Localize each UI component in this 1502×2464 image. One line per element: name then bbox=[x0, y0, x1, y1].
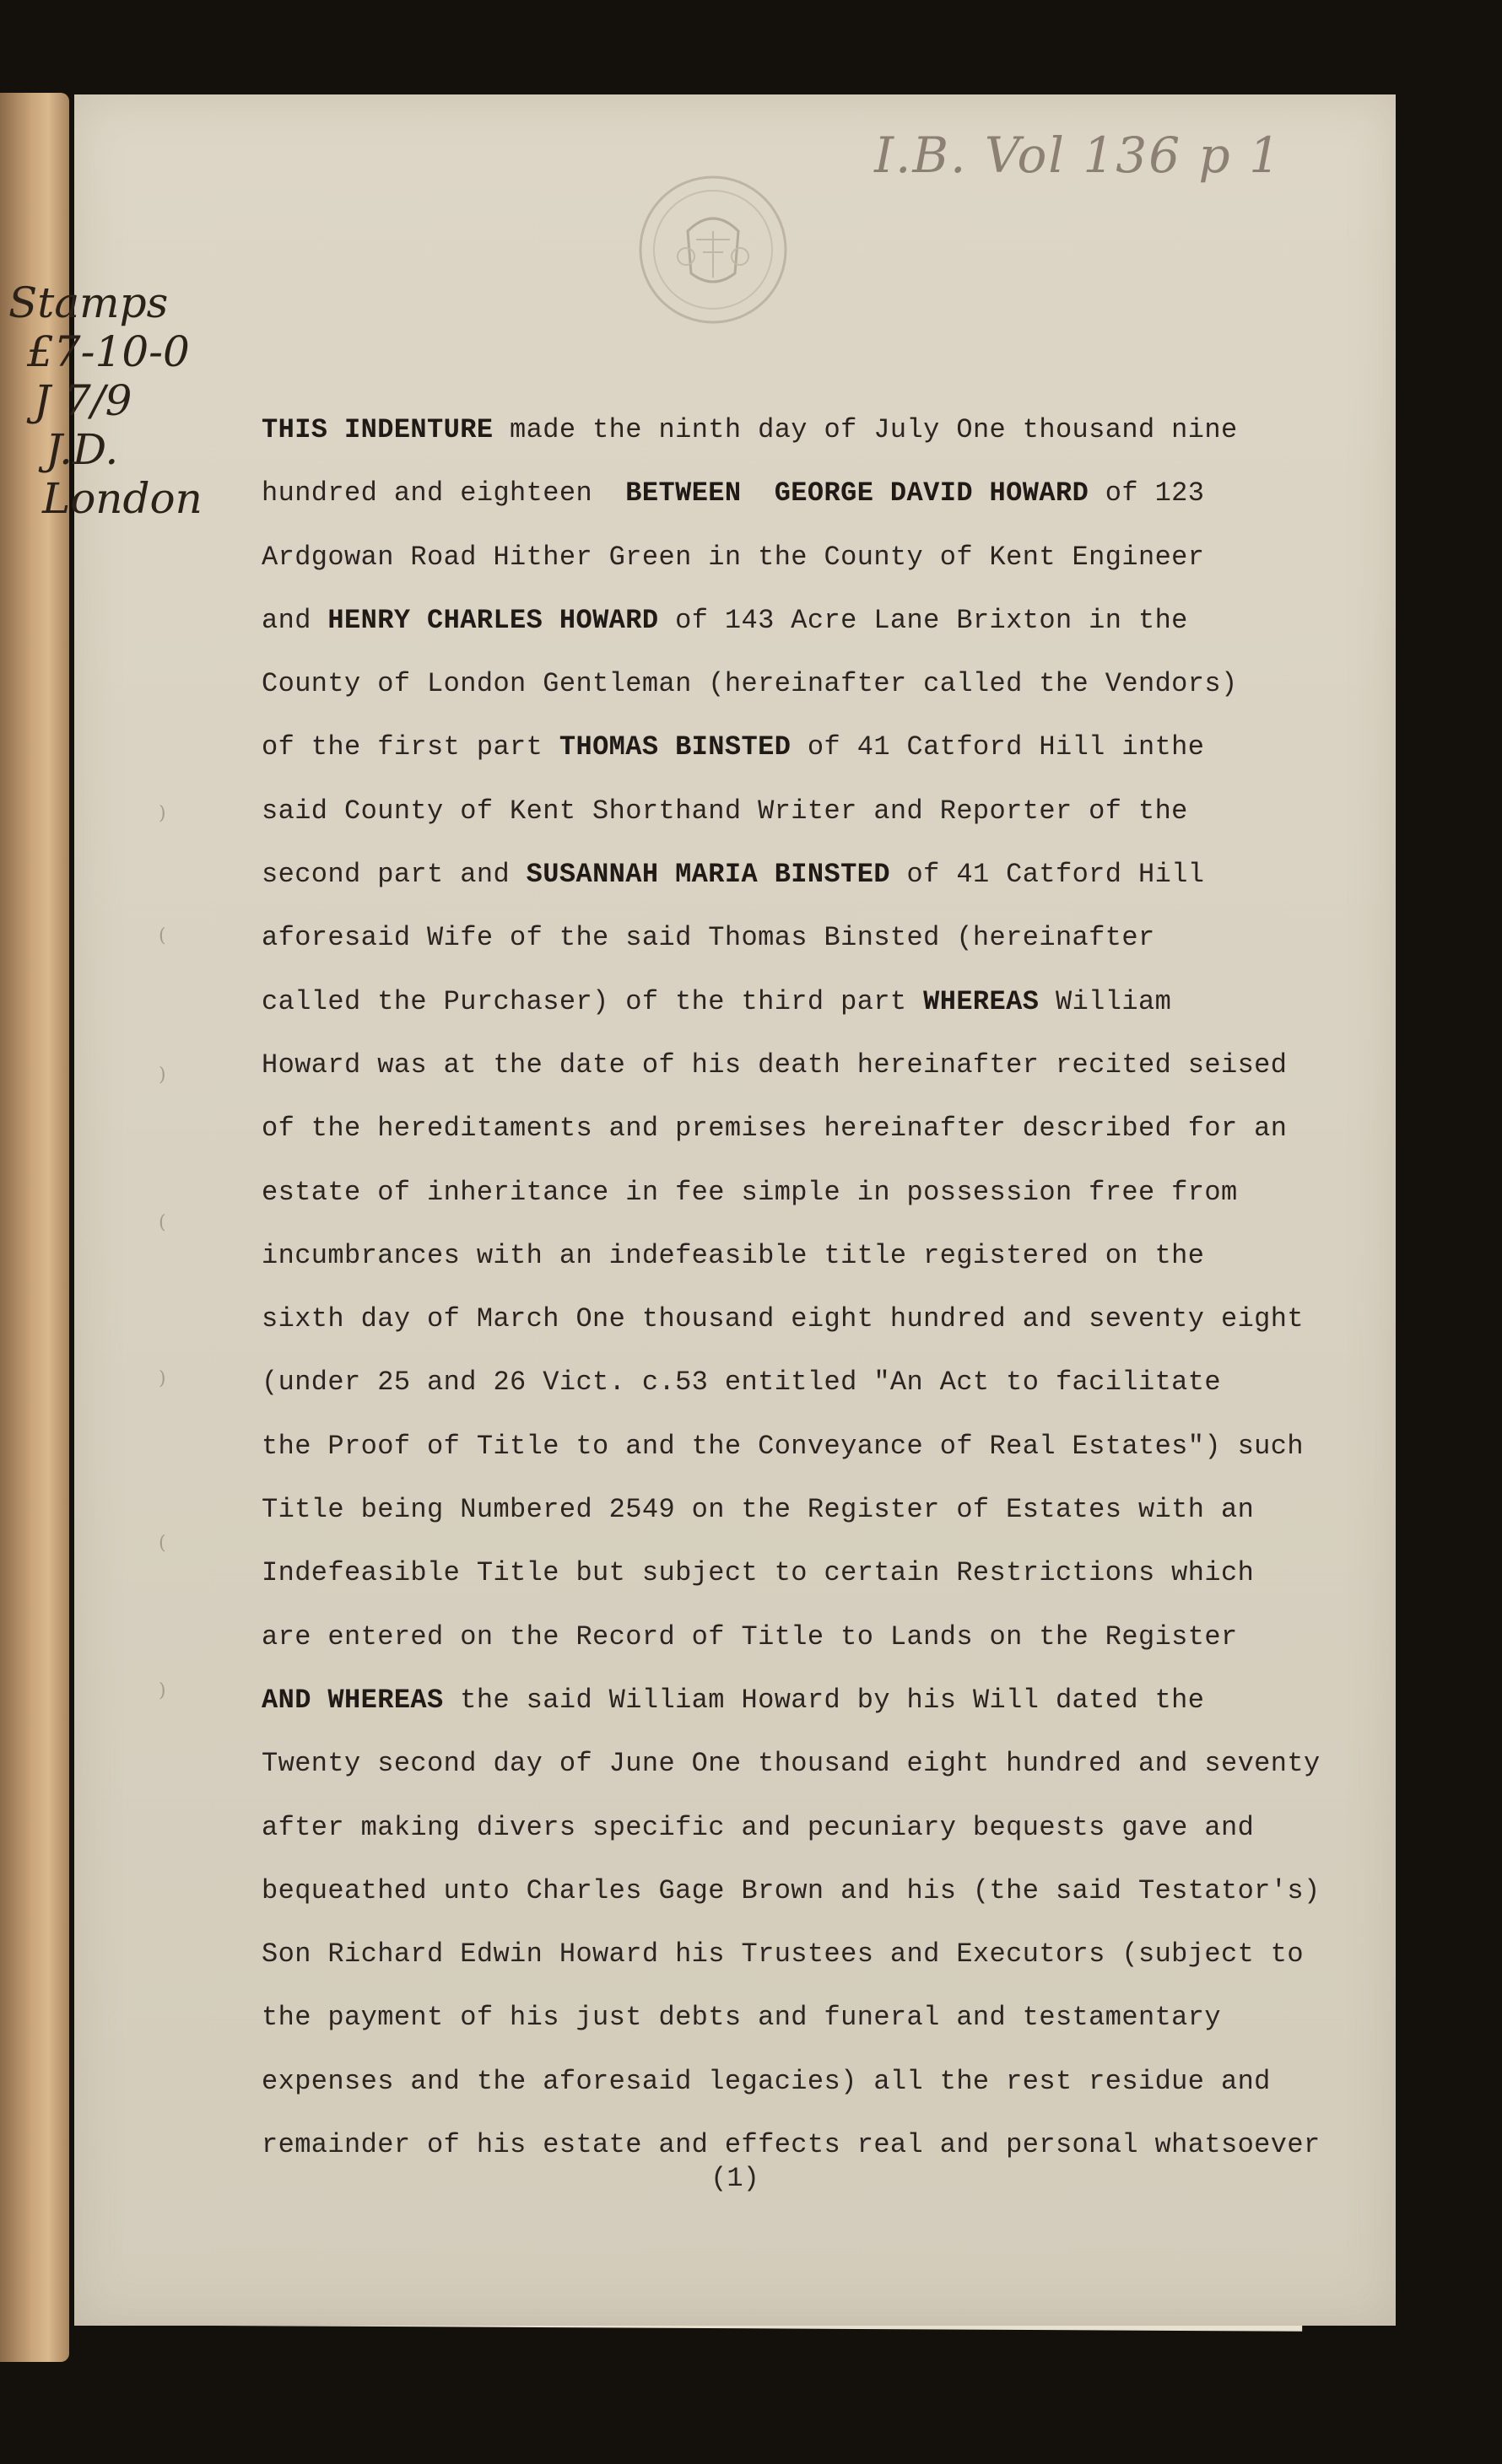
text-segment: the said William Howard by his Will dated the bbox=[443, 1684, 1205, 1716]
text-segment: Title being Numbered 2549 on the Register of Estates with an bbox=[262, 1494, 1255, 1526]
text-line bbox=[262, 1415, 1392, 1478]
text-line bbox=[262, 1669, 1392, 1732]
text-segment: Twenty second day of June One thousand eight hundred and seventy bbox=[262, 1748, 1321, 1780]
text-line bbox=[262, 1796, 1392, 1859]
text-line bbox=[262, 1224, 1392, 1287]
text-segment: called the Purchaser) of the third part bbox=[262, 985, 924, 1017]
bold-text-segment: BETWEEN GEORGE DAVID HOWARD bbox=[625, 477, 1089, 510]
indenture-body-text bbox=[262, 398, 1392, 2176]
text-segment: are entered on the Record of Title to Lands on the Register bbox=[262, 1620, 1238, 1653]
text-segment: second part and bbox=[262, 859, 527, 891]
text-line bbox=[262, 1986, 1392, 2049]
text-line bbox=[262, 1732, 1392, 1795]
text-segment: estate of inheritance in fee simple in possession free from bbox=[262, 1176, 1238, 1208]
text-line bbox=[262, 1541, 1392, 1604]
text-segment: of 41 Catford Hill inthe bbox=[791, 731, 1205, 763]
text-segment: aforesaid Wife of the said Thomas Binsted (hereinafter bbox=[262, 922, 1155, 954]
text-segment: sixth day of March One thousand eight hundred and seventy eight bbox=[262, 1303, 1304, 1335]
margin-stamp-date: J 7/9 bbox=[34, 376, 132, 425]
text-segment: expenses and the aforesaid legacies) all the rest residue and bbox=[262, 2065, 1271, 2097]
text-line bbox=[262, 1605, 1392, 1669]
margin-stamps-label: Stamps bbox=[8, 278, 169, 327]
text-line bbox=[262, 970, 1392, 1033]
margin-stamp-amount: £7-10-0 bbox=[27, 327, 190, 376]
text-segment: remainder of his estate and effects real and personal whatsoever bbox=[262, 2129, 1321, 2161]
faint-margin-marks: ) ( ) ( ) ( ) bbox=[159, 803, 166, 1701]
margin-stamp-annotations bbox=[8, 278, 203, 523]
text-segment: Indefeasible Title but subject to certain Restrictions which bbox=[262, 1557, 1255, 1589]
text-segment: the payment of his just debts and funeral and testamentary bbox=[262, 2002, 1221, 2034]
text-line bbox=[262, 843, 1392, 906]
text-line bbox=[262, 779, 1392, 843]
text-segment: and bbox=[262, 604, 328, 636]
text-line bbox=[262, 461, 1392, 525]
text-line bbox=[262, 1922, 1392, 1986]
text-line bbox=[262, 1287, 1392, 1351]
text-segment: of the hereditaments and premises hereinafter described for an bbox=[262, 1113, 1288, 1145]
bold-text-segment: SUSANNAH MARIA BINSTED bbox=[526, 859, 890, 891]
text-segment: of 123 bbox=[1089, 477, 1205, 510]
text-line bbox=[262, 1351, 1392, 1414]
text-line bbox=[262, 1478, 1392, 1541]
text-segment: bequeathed unto Charles Gage Brown and his (the said Testator's) bbox=[262, 1874, 1321, 1906]
margin-stamp-initials: J.D. bbox=[46, 425, 119, 474]
text-segment: made the ninth day of July One thousand nine bbox=[493, 414, 1238, 445]
text-segment: of 143 Acre Lane Brixton in the bbox=[658, 604, 1188, 636]
embossed-seal-icon bbox=[635, 172, 792, 328]
text-line bbox=[262, 398, 1392, 461]
volume-reference-note: I.B. Vol 136 p 1 bbox=[874, 127, 1282, 184]
margin-stamp-place: London bbox=[42, 474, 203, 523]
text-line bbox=[262, 652, 1392, 715]
text-line bbox=[262, 589, 1392, 652]
page-number: (1) bbox=[710, 2163, 759, 2194]
text-line bbox=[262, 1097, 1392, 1160]
text-segment: the Proof of Title to and the Conveyance of Real Estates") such bbox=[262, 1430, 1304, 1462]
bold-text-segment: THOMAS BINSTED bbox=[559, 731, 792, 763]
text-line bbox=[262, 1859, 1392, 1922]
text-line bbox=[262, 526, 1392, 589]
text-segment: of the first part bbox=[262, 731, 559, 763]
text-segment: County of London Gentleman (hereinafter called the Vendors) bbox=[262, 668, 1238, 700]
text-line bbox=[262, 906, 1392, 969]
text-segment: incumbrances with an indefeasible title registered on the bbox=[262, 1239, 1205, 1271]
bold-text-segment: AND WHEREAS bbox=[262, 1684, 444, 1716]
document-page bbox=[74, 94, 1396, 2326]
text-segment: of 41 Catford Hill bbox=[889, 859, 1205, 891]
text-line bbox=[262, 1161, 1392, 1224]
text-line bbox=[262, 715, 1392, 779]
text-segment: Son Richard Edwin Howard his Trustees and Executors (subject to bbox=[262, 1938, 1304, 1971]
text-line bbox=[262, 1033, 1392, 1097]
text-segment: Ardgowan Road Hither Green in the County of Kent Engineer bbox=[262, 541, 1205, 573]
text-segment: said County of Kent Shorthand Writer and Reporter of the bbox=[262, 795, 1188, 827]
text-segment: (under 25 and 26 Vict. c.53 entitled "An Act to facilitate bbox=[262, 1367, 1221, 1399]
bold-text-segment: HENRY CHARLES HOWARD bbox=[327, 604, 659, 636]
text-segment: after making divers specific and pecuniary bequests gave and bbox=[262, 1811, 1255, 1843]
bold-text-segment: THIS INDENTURE bbox=[262, 414, 494, 445]
text-segment: hundred and eighteen bbox=[262, 477, 626, 510]
text-line bbox=[262, 2050, 1392, 2113]
text-segment: William bbox=[1039, 985, 1172, 1017]
bold-text-segment: WHEREAS bbox=[923, 985, 1040, 1017]
text-segment: Howard was at the date of his death hereinafter recited seised bbox=[262, 1049, 1288, 1081]
